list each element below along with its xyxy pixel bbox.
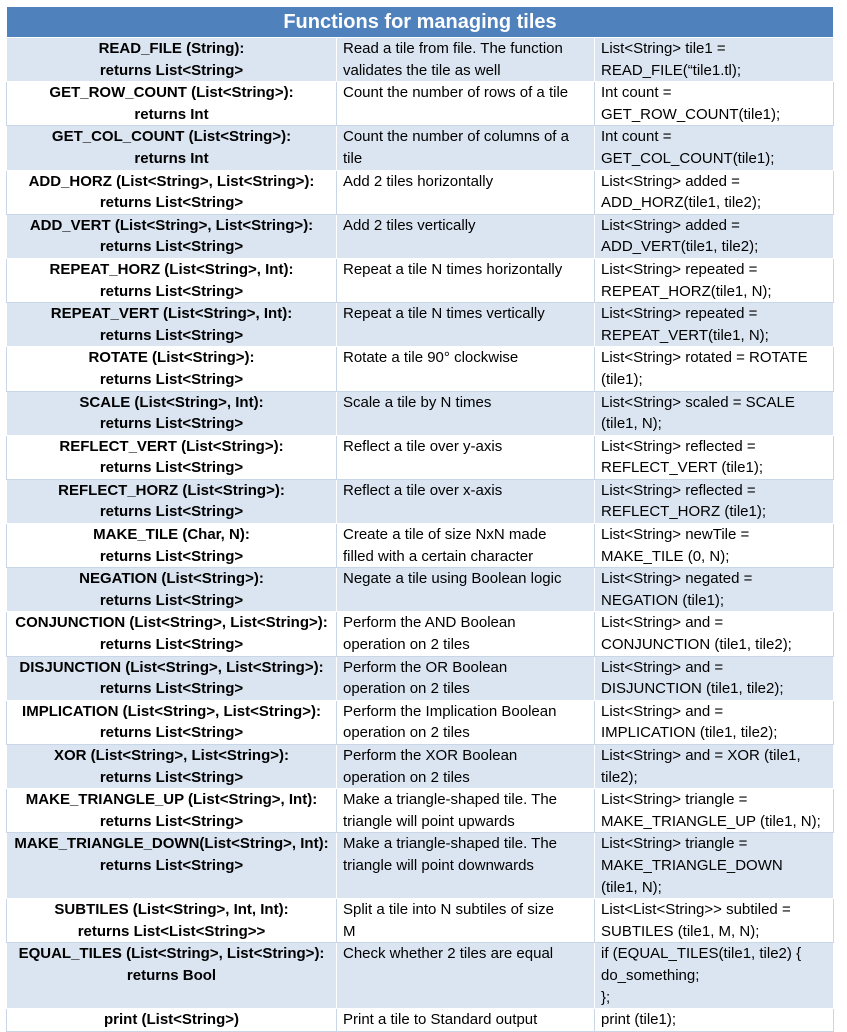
description-cell: Reflect a tile over x-axis [337, 479, 595, 523]
function-signature-cell: ADD_VERT (List<String>, List<String>): returns List<String> [7, 214, 337, 258]
description-cell: Add 2 tiles horizontally [337, 170, 595, 214]
table-row [7, 258, 834, 302]
function-signature-cell: SUBTILES (List<String>, Int, Int): returns List<List<String>> [7, 899, 337, 943]
description-cell: Repeat a tile N times horizontally [337, 258, 595, 302]
example-code-cell: List<String> reflected = REFLECT_HORZ (tile1); [595, 479, 834, 523]
example-code-cell: List<String> added = ADD_HORZ(tile1, tile2); [595, 170, 834, 214]
table-row [7, 568, 834, 612]
example-code-cell: List<String> and = IMPLICATION (tile1, tile2); [595, 700, 834, 744]
example-code-cell: if (EQUAL_TILES(tile1, tile2) { do_something; }; [595, 943, 834, 1009]
table-row [7, 789, 834, 833]
table-row [7, 479, 834, 523]
table-row [7, 214, 834, 258]
example-code-cell: List<String> repeated = REPEAT_VERT(tile1, N); [595, 303, 834, 347]
table-row [7, 656, 834, 700]
function-signature-cell: print (List<String>) [7, 1009, 337, 1032]
description-cell: Repeat a tile N times vertically [337, 303, 595, 347]
description-cell: Read a tile from file. The function validates the tile as well [337, 38, 595, 82]
table-row [7, 391, 834, 435]
table-title: Functions for managing tiles [7, 7, 834, 38]
description-cell: Split a tile into N subtiles of size M [337, 899, 595, 943]
example-code-cell: print (tile1); [595, 1009, 834, 1032]
function-signature-cell: REFLECT_VERT (List<String>): returns List<String> [7, 435, 337, 479]
table-row [7, 1009, 834, 1032]
table-row [7, 82, 834, 126]
function-signature-cell: REPEAT_HORZ (List<String>, Int): returns List<String> [7, 258, 337, 302]
function-signature-cell: READ_FILE (String): returns List<String> [7, 38, 337, 82]
example-code-cell: List<String> repeated = REPEAT_HORZ(tile1, N); [595, 258, 834, 302]
table-row [7, 435, 834, 479]
description-cell: Make a triangle-shaped tile. The triangle will point downwards [337, 833, 595, 899]
table-row [7, 347, 834, 391]
table-row [7, 899, 834, 943]
table-row [7, 943, 834, 1009]
example-code-cell: List<String> triangle = MAKE_TRIANGLE_UP (tile1, N); [595, 789, 834, 833]
function-signature-cell: GET_COL_COUNT (List<String>): returns Int [7, 126, 337, 170]
example-code-cell: List<String> and = DISJUNCTION (tile1, tile2); [595, 656, 834, 700]
table-row [7, 126, 834, 170]
table-row [7, 745, 834, 789]
function-signature-cell: MAKE_TRIANGLE_DOWN(List<String>, Int): returns List<String> [7, 833, 337, 899]
example-code-cell: List<String> and = XOR (tile1, tile2); [595, 745, 834, 789]
description-cell: Perform the OR Boolean operation on 2 tiles [337, 656, 595, 700]
function-signature-cell: DISJUNCTION (List<String>, List<String>): returns List<String> [7, 656, 337, 700]
example-code-cell: List<String> negated = NEGATION (tile1); [595, 568, 834, 612]
example-code-cell: List<String> and = CONJUNCTION (tile1, tile2); [595, 612, 834, 656]
table-row [7, 38, 834, 82]
function-signature-cell: SCALE (List<String>, Int): returns List<String> [7, 391, 337, 435]
example-code-cell: List<String> scaled = SCALE (tile1, N); [595, 391, 834, 435]
functions-table-container [6, 6, 833, 1032]
function-signature-cell: ADD_HORZ (List<String>, List<String>): returns List<String> [7, 170, 337, 214]
description-cell: Count the number of rows of a tile [337, 82, 595, 126]
description-cell: Rotate a tile 90° clockwise [337, 347, 595, 391]
function-signature-cell: REPEAT_VERT (List<String>, Int): returns List<String> [7, 303, 337, 347]
function-signature-cell: EQUAL_TILES (List<String>, List<String>): returns Bool [7, 943, 337, 1009]
example-code-cell: List<String> newTile = MAKE_TILE (0, N); [595, 524, 834, 568]
description-cell: Check whether 2 tiles are equal [337, 943, 595, 1009]
table-row [7, 833, 834, 899]
function-signature-cell: MAKE_TILE (Char, N): returns List<String> [7, 524, 337, 568]
table-row [7, 170, 834, 214]
example-code-cell: List<List<String>> subtiled = SUBTILES (tile1, M, N); [595, 899, 834, 943]
function-signature-cell: GET_ROW_COUNT (List<String>): returns Int [7, 82, 337, 126]
example-code-cell: List<String> reflected = REFLECT_VERT (tile1); [595, 435, 834, 479]
function-signature-cell: REFLECT_HORZ (List<String>): returns List<String> [7, 479, 337, 523]
example-code-cell: List<String> tile1 = READ_FILE(“tile1.tl); [595, 38, 834, 82]
example-code-cell: List<String> triangle = MAKE_TRIANGLE_DOWN (tile1, N); [595, 833, 834, 899]
table-row [7, 700, 834, 744]
description-cell: Scale a tile by N times [337, 391, 595, 435]
table-row [7, 612, 834, 656]
table-body [7, 38, 834, 1032]
description-cell: Count the number of columns of a tile [337, 126, 595, 170]
function-signature-cell: ROTATE (List<String>): returns List<String> [7, 347, 337, 391]
description-cell: Perform the XOR Boolean operation on 2 tiles [337, 745, 595, 789]
function-signature-cell: CONJUNCTION (List<String>, List<String>): returns List<String> [7, 612, 337, 656]
function-signature-cell: IMPLICATION (List<String>, List<String>): returns List<String> [7, 700, 337, 744]
description-cell: Negate a tile using Boolean logic [337, 568, 595, 612]
description-cell: Perform the Implication Boolean operation on 2 tiles [337, 700, 595, 744]
table-row [7, 303, 834, 347]
example-code-cell: List<String> rotated = ROTATE (tile1); [595, 347, 834, 391]
description-cell: Print a tile to Standard output [337, 1009, 595, 1032]
example-code-cell: Int count = GET_ROW_COUNT(tile1); [595, 82, 834, 126]
function-signature-cell: NEGATION (List<String>): returns List<String> [7, 568, 337, 612]
table-row [7, 524, 834, 568]
example-code-cell: List<String> added = ADD_VERT(tile1, tile2); [595, 214, 834, 258]
example-code-cell: Int count = GET_COL_COUNT(tile1); [595, 126, 834, 170]
description-cell: Create a tile of size NxN made filled with a certain character [337, 524, 595, 568]
description-cell: Make a triangle-shaped tile. The triangle will point upwards [337, 789, 595, 833]
description-cell: Reflect a tile over y-axis [337, 435, 595, 479]
description-cell: Perform the AND Boolean operation on 2 tiles [337, 612, 595, 656]
function-signature-cell: MAKE_TRIANGLE_UP (List<String>, Int): returns List<String> [7, 789, 337, 833]
functions-table [6, 6, 834, 1032]
description-cell: Add 2 tiles vertically [337, 214, 595, 258]
function-signature-cell: XOR (List<String>, List<String>): returns List<String> [7, 745, 337, 789]
